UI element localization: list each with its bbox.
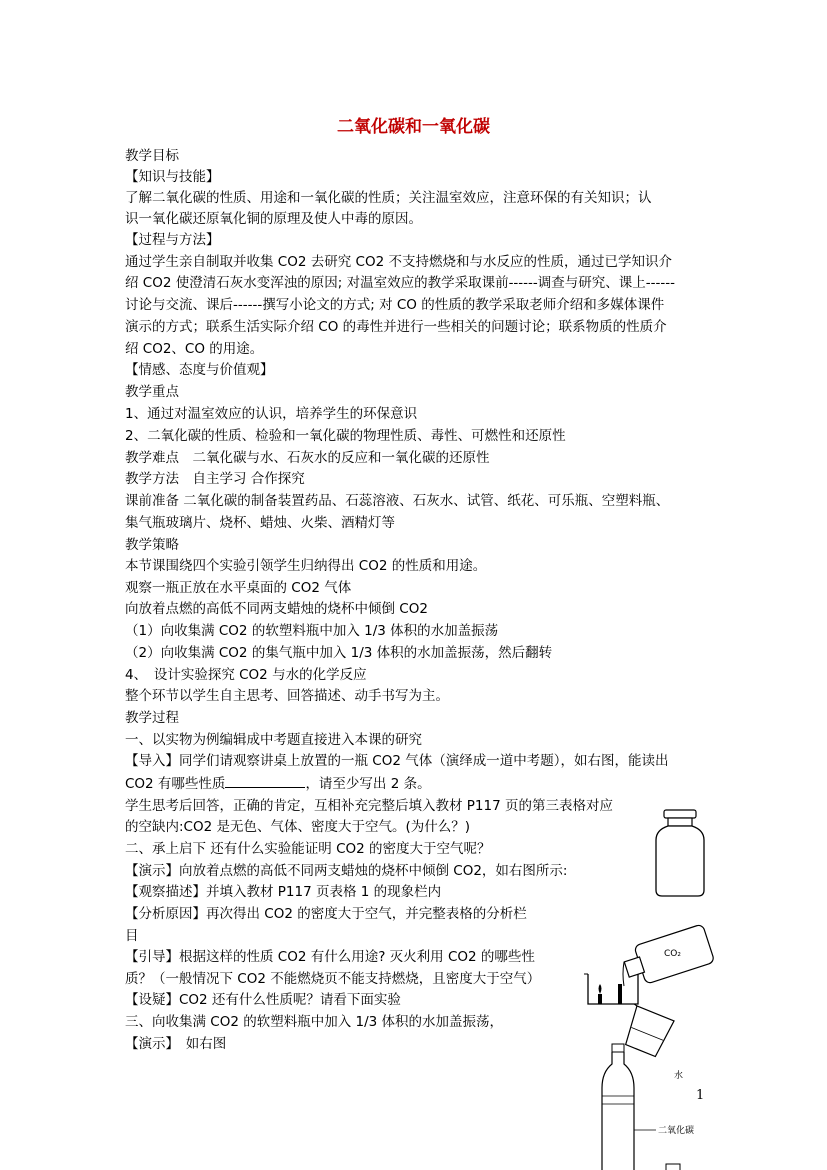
text-line: 【演示】向放着点燃的高低不同两支蜡烛的烧杯中倾倒 CO2，如右图所示:: [125, 863, 568, 879]
text-line-with-blank: [125, 773, 431, 794]
text-line: 课前准备 二氧化碳的制备装置药品、石蕊溶液、石灰水、试管、纸花、可乐瓶、空塑料瓶、: [125, 493, 670, 509]
page-number: 1: [696, 1088, 705, 1103]
text-line: 整个环节以学生自主思考、回答描述、动手书写为主。: [125, 688, 449, 704]
text-line: 演示的方式；联系生活实际介绍 CO 的毒性并进行一些相关的问题讨论；联系物质的性质介: [125, 319, 667, 335]
text-line: 了解二氧化碳的性质、用途和一氧化碳的性质；关注温室效应，注意环保的有关知识；认: [125, 190, 652, 206]
text-line: 识一氧化碳还原氧化铜的原理及使人中毒的原因。: [125, 211, 422, 227]
text-line: 1、通过对温室效应的认识，培养学生的环保意识: [125, 406, 418, 422]
co2-bottle-label: 二氧化碳: [658, 1126, 695, 1136]
text-line: 【情感、态度与价值观】: [125, 362, 274, 378]
text-line: 质？（一般情况下 CO2 不能燃烧页不能支持燃烧，且密度大于空气）: [125, 971, 541, 987]
text-line: 目: [125, 928, 139, 944]
text-line: 讨论与交流、课后------撰写小论文的方式; 对 CO 的性质的教学采取老师介绍和多媒体课件: [125, 297, 665, 313]
plastic-bottle-figure: [598, 1004, 710, 1170]
text-line: 三、向收集满 CO2 的软塑料瓶中加入 1/3 体积的水加盖振荡，: [125, 1014, 504, 1030]
text-line: 【演示】 如右图: [125, 1036, 227, 1052]
text-line: 教学过程: [125, 710, 179, 726]
document-title: 二氧化碳和一氧化碳: [337, 117, 490, 137]
text-line: 绍 CO2、CO 的用途。: [125, 341, 264, 357]
pour-co2-figure: [578, 914, 722, 1010]
text-line: 观察一瓶正放在水平桌面的 CO2 气体: [125, 580, 352, 596]
text-line: 的空缺内:CO2 是无色、气体、密度大于空气。(为什么？): [125, 819, 471, 835]
text-line: 【分析原因】再次得出 CO2 的密度大于空气，并完整表格的分析栏: [125, 906, 527, 922]
text-line: 学生思考后回答，正确的肯定，互相补充完整后填入教材 P117 页的第三表格对应: [125, 798, 613, 814]
text-line: 通过学生亲自制取并收集 CO2 去研究 CO2 不支持燃烧和与水反应的性质，通过已学知识介: [125, 254, 672, 270]
water-label: 水: [674, 1071, 684, 1081]
text-line: 绍 CO2 使澄清石灰水变浑浊的原因; 对温室效应的教学采取课前------调查与研究、课上------: [125, 275, 676, 291]
text-line: 2、二氧化碳的性质、检验和一氧化碳的物理性质、毒性、可燃性和还原性: [125, 428, 566, 444]
text-line: 【引导】根据这样的性质 CO2 有什么用途? 灭火利用 CO2 的哪些性: [125, 949, 535, 965]
text-line: （1）向收集满 CO2 的软塑料瓶中加入 1/3 体积的水加盖振荡: [125, 623, 499, 639]
text-line: 一、以实物为例编辑成中考题直接进入本课的研究: [125, 732, 422, 748]
text-line: 【知识与技能】: [125, 169, 220, 185]
text-line: 【导入】同学们请观察讲桌上放置的一瓶 CO2 气体（演绎成一道中考题），如右图，能读出: [125, 753, 669, 769]
gas-jar-figure: [650, 808, 710, 900]
text-line: 教学目标: [125, 148, 179, 164]
text-line-segment: CO2 有哪些性质: [125, 776, 226, 792]
text-line: 【观察描述】并填入教材 P117 页表格 1 的现象栏内: [125, 884, 442, 900]
answer-blank: [225, 773, 305, 788]
text-line: 4、 设计实验探究 CO2 与水的化学反应: [125, 667, 367, 683]
text-line: 教学重点: [125, 384, 179, 400]
text-line: 【设疑】CO2 还有什么性质呢？请看下面实验: [125, 992, 401, 1008]
text-line: 教学难点 二氧化碳与水、石灰水的反应和一氧化碳的还原性: [125, 450, 490, 466]
text-line: 【过程与方法】: [125, 232, 220, 248]
text-line-segment: ，请至少写出 2 条。: [305, 776, 431, 792]
text-line: 教学策略: [125, 537, 179, 553]
text-line: 本节课围绕四个实验引领学生归纳得出 CO2 的性质和用途。: [125, 558, 487, 574]
text-line: 教学方法 自主学习 合作探究: [125, 471, 305, 487]
text-line: （2）向收集满 CO2 的集气瓶中加入 1/3 体积的水加盖振荡，然后翻转: [125, 645, 553, 661]
text-line: 二、承上启下 还有什么实验能证明 CO2 的密度大于空气呢？: [125, 841, 491, 857]
co2-label: CO₂: [664, 949, 681, 959]
text-line: 向放着点燃的高低不同两支蜡烛的烧杯中倾倒 CO2: [125, 601, 428, 617]
text-line: 集气瓶玻璃片、烧杯、蜡烛、火柴、酒精灯等: [125, 515, 395, 531]
